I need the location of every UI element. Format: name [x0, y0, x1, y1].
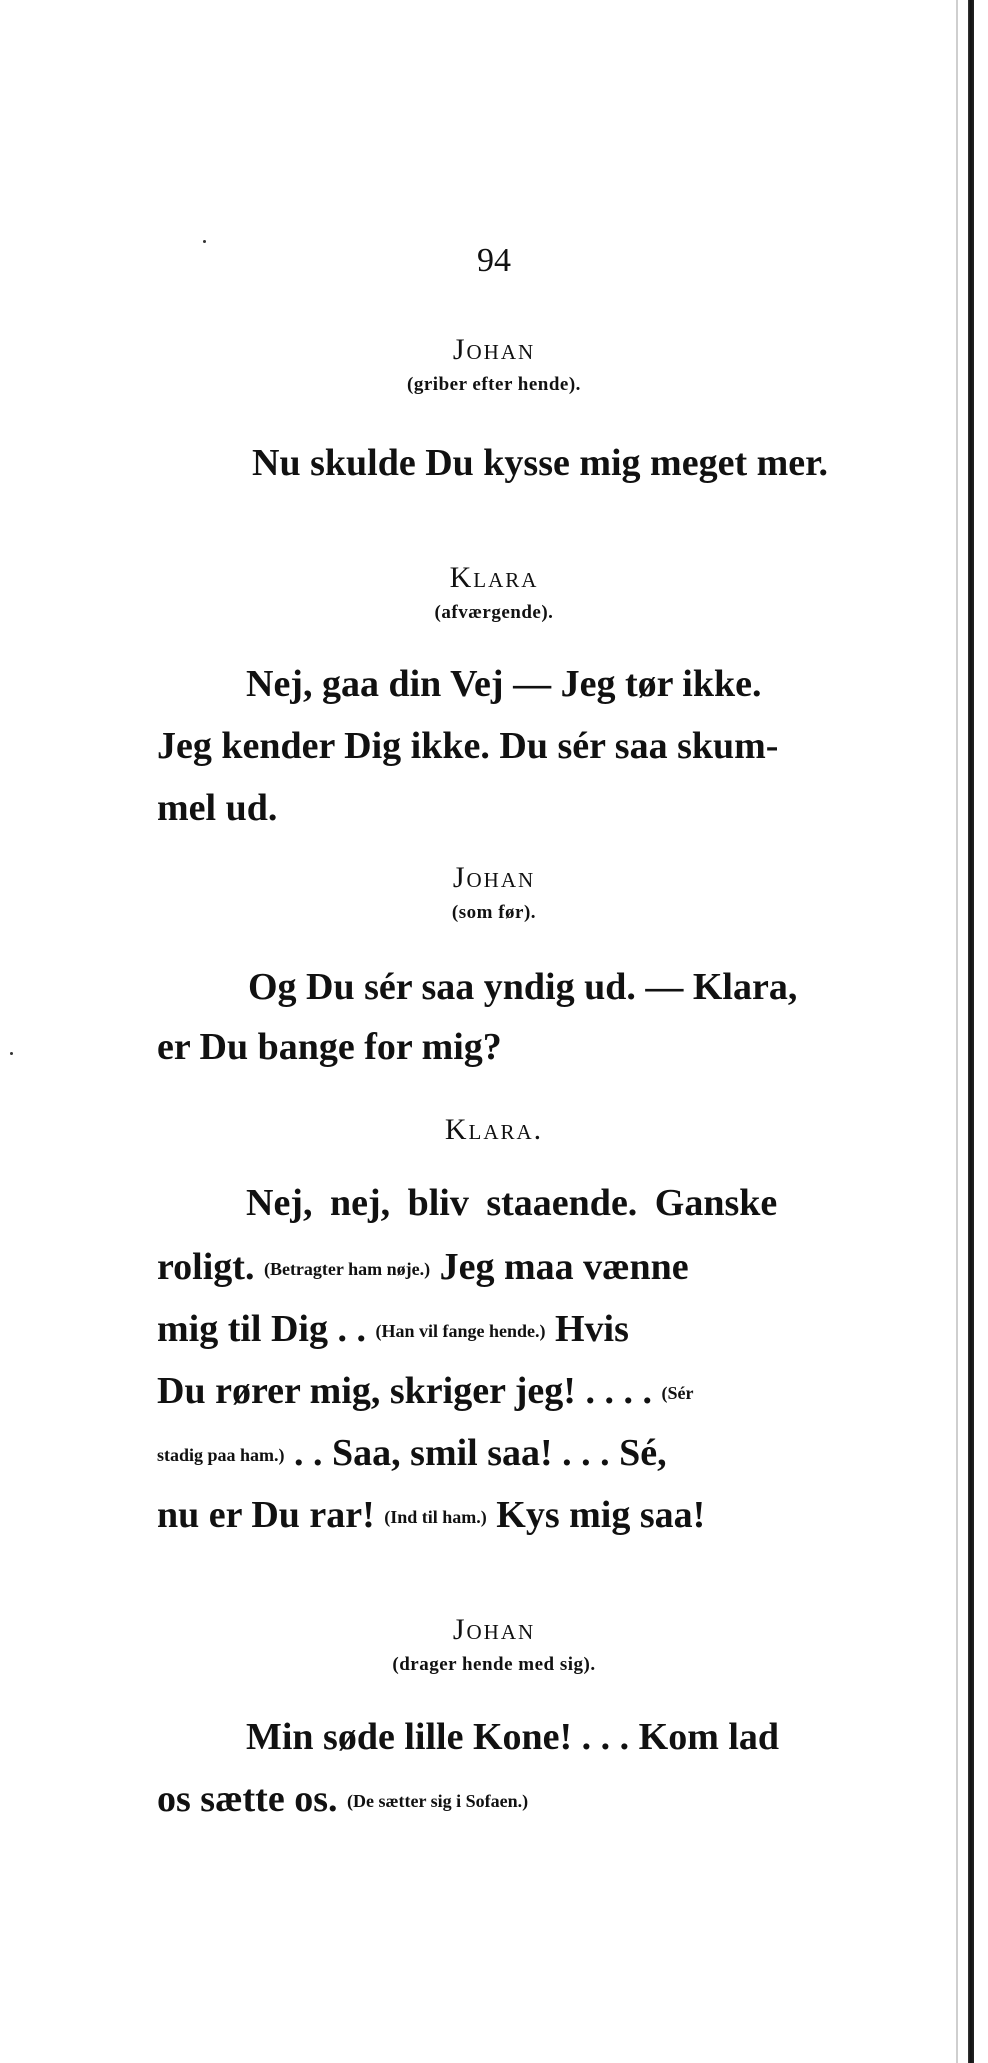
print-speck — [10, 1052, 13, 1055]
stage-direction-inline: (Ind til ham.) — [384, 1507, 487, 1527]
speaker-name: Johan — [452, 1613, 536, 1646]
speaker-name: Johan — [452, 333, 536, 366]
dialogue-line: Nej, gaa din Vej — Jeg tør ikke. — [246, 663, 762, 705]
dialogue-line: mel ud. — [157, 787, 278, 829]
dialogue-line — [157, 1430, 667, 1478]
dialogue-line: Nej, nej, bliv staaende. Ganske — [246, 1182, 778, 1224]
dialogue-text: Jeg maa vænne — [439, 1246, 689, 1288]
stage-direction-inline: (De sætter sig i Sofaen.) — [346, 1791, 529, 1811]
dialogue-line — [157, 1492, 705, 1540]
dialogue-text: nu er Du rar! — [157, 1494, 375, 1536]
dialogue-line — [157, 1244, 689, 1292]
page-binding-edge — [968, 0, 974, 2063]
speaker-block — [0, 1110, 988, 1150]
page-number: 94 — [477, 242, 511, 279]
dialogue-text: Hvis — [555, 1308, 629, 1350]
stage-direction: (drager hende med sig). — [392, 1654, 596, 1675]
dialogue-line: Min søde lille Kone! . . . Kom lad — [246, 1716, 780, 1758]
stage-direction-inline: (Betragter ham nøje.) — [263, 1259, 431, 1279]
stage-direction: (afværgende). — [434, 602, 554, 623]
page-fold-line — [956, 0, 958, 2063]
dialogue-line: Jeg kender Dig ikke. Du sér saa skum- — [157, 725, 779, 767]
stage-direction: (som før). — [451, 902, 537, 923]
speaker-name: Klara. — [444, 1113, 544, 1146]
dialogue-text: os sætte os. — [157, 1778, 338, 1820]
stage-direction: (griber efter hende). — [407, 374, 581, 395]
dialogue-line — [157, 1776, 528, 1824]
speaker-name: Klara — [449, 561, 539, 594]
speaker-block — [0, 858, 988, 928]
dialogue-line — [157, 1306, 629, 1354]
dialogue-text: Kys mig saa! — [496, 1494, 706, 1536]
dialogue-line — [157, 1368, 693, 1416]
dialogue-text: . . Saa, smil saa! . . . Sé, — [294, 1432, 667, 1474]
speaker-block — [0, 1610, 988, 1680]
stage-direction-inline: (Sér — [661, 1383, 694, 1403]
dialogue-line: Og Du sér saa yndig ud. — Klara, — [248, 966, 798, 1008]
dialogue-text: mig til Dig . . — [157, 1308, 366, 1350]
dialogue-line: er Du bange for mig? — [157, 1026, 502, 1068]
speaker-block — [0, 330, 988, 400]
dialogue-text: roligt. — [157, 1246, 255, 1288]
speaker-block — [0, 558, 988, 628]
stage-direction-inline: stadig paa ham.) — [157, 1445, 285, 1465]
dialogue-line: Nu skulde Du kysse mig meget mer. — [252, 442, 828, 484]
dialogue-text: Du rører mig, skriger jeg! . . . . — [157, 1370, 652, 1412]
stage-direction-inline: (Han vil fange hende.) — [375, 1321, 546, 1341]
speaker-name: Johan — [452, 861, 536, 894]
